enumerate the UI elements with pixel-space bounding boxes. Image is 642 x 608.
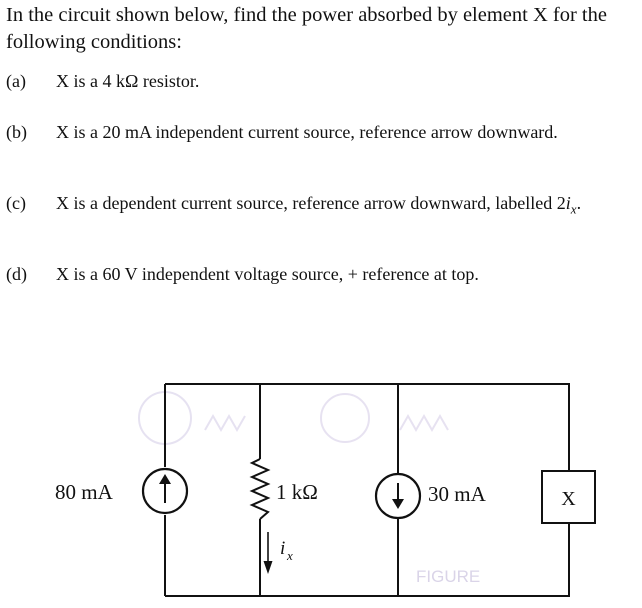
ix-variable: i (280, 538, 286, 559)
faint-zigzag-mark (205, 416, 245, 430)
part-c-text: X is a dependent current source, reference arrow downward, labelled 2 (56, 193, 566, 213)
source-30ma-label: 30 mA (428, 482, 486, 506)
part-d-letter: (d) (6, 264, 27, 284)
faint-circle-mark (321, 394, 369, 442)
part-a-letter: (a) (6, 71, 26, 91)
ix-subscript: x (287, 548, 293, 563)
part-c-end: . (576, 193, 582, 213)
element-x-label: X (561, 488, 576, 510)
faint-zigzag-mark (400, 416, 448, 430)
problem-intro: In the circuit shown below, find the power absorbed by element X for the following conditions: (6, 4, 607, 53)
part-a-text: X is a 4 kΩ resistor. (56, 71, 200, 91)
source-80ma-label: 80 mA (55, 480, 113, 504)
part-b-letter: (b) (6, 122, 27, 142)
current-ix-indicator (264, 532, 294, 574)
down-arrow-icon (264, 561, 273, 574)
part-d-text: X is a 60 V independent voltage source, + reference at top. (56, 264, 479, 284)
part-c-letter: (c) (6, 193, 26, 213)
element-x (542, 471, 595, 523)
part-c-subscript: x (570, 201, 577, 217)
current-source-80ma (143, 469, 187, 513)
circuit-wires (165, 384, 569, 596)
bottom-wire (165, 523, 569, 596)
part-b-text: X is a 20 mA independent current source, reference arrow downward. (56, 122, 558, 142)
current-source-30ma (376, 474, 420, 518)
resistor-1k-icon (252, 459, 268, 519)
resistor-label: 1 kΩ (276, 480, 318, 504)
faint-text-mark: FIGURE (416, 567, 481, 586)
part-c-variable: i (565, 193, 571, 213)
